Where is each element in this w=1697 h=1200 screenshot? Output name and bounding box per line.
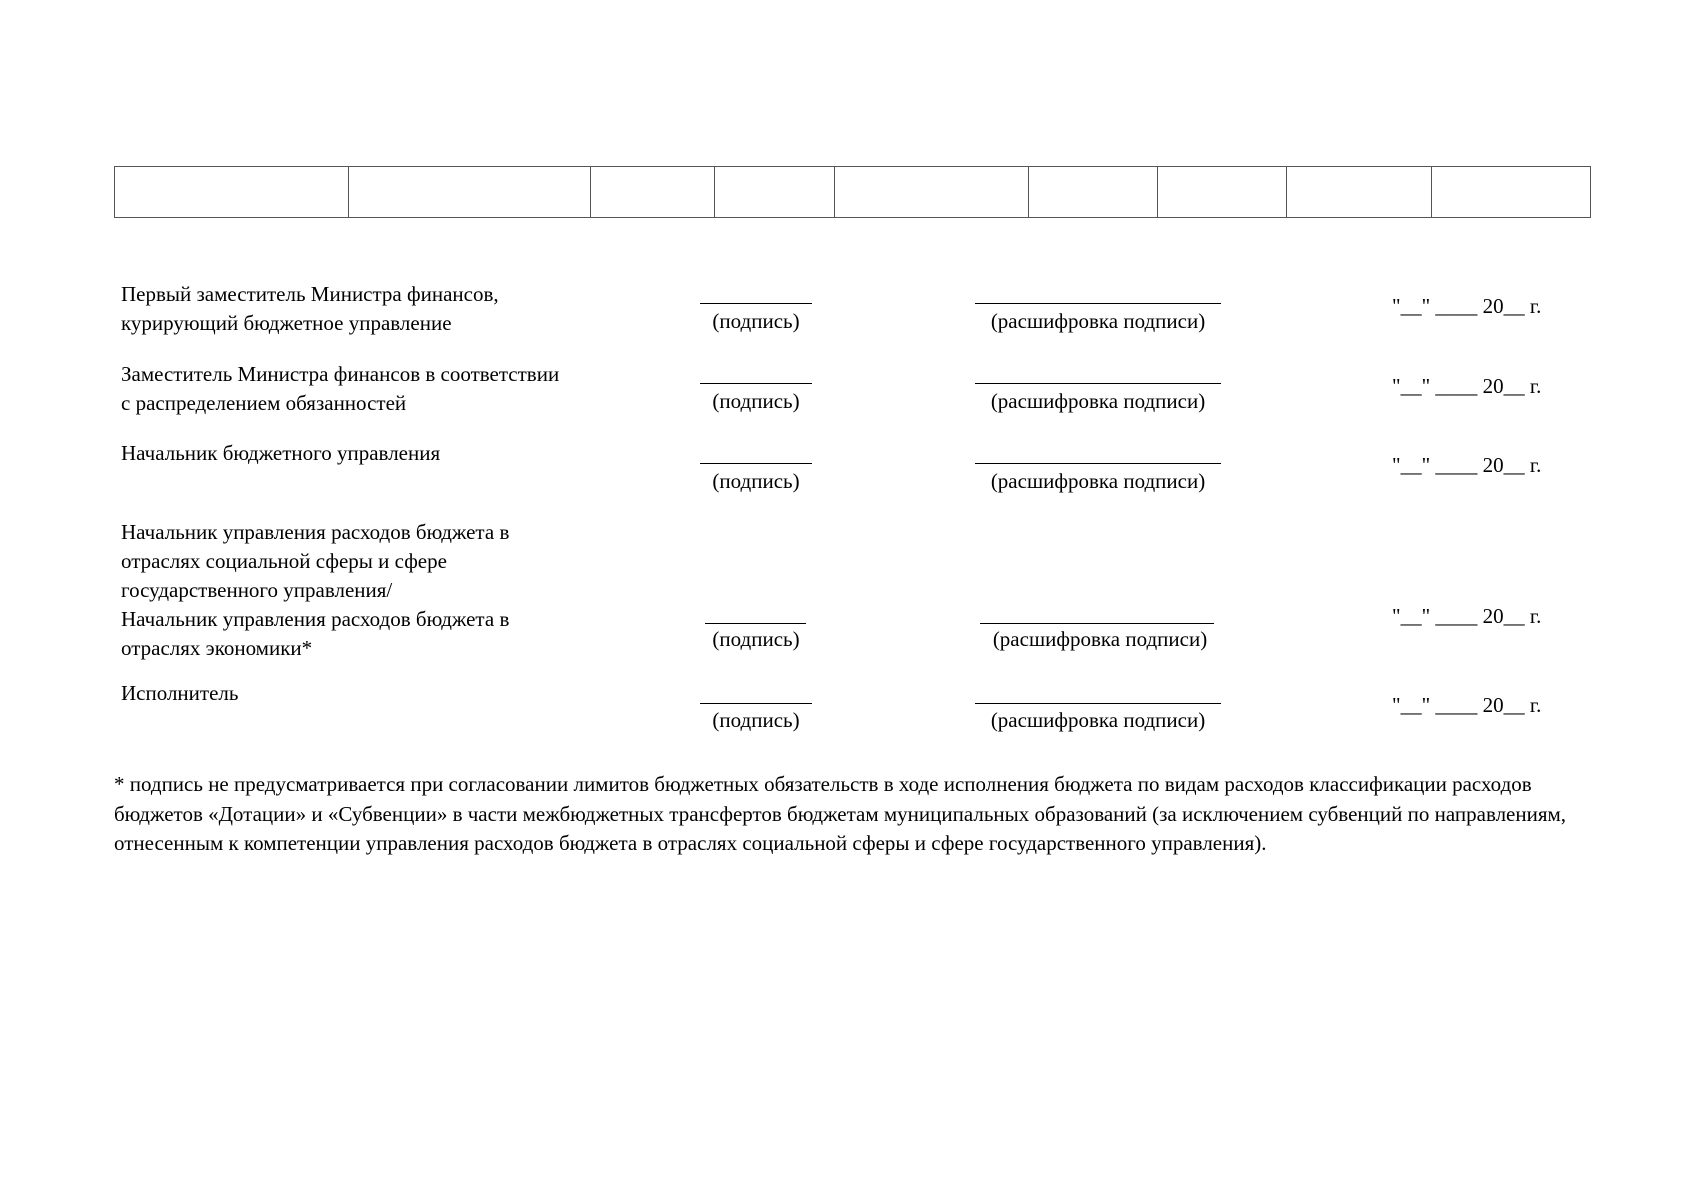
date-field[interactable]: "__" ____ 20__ г. xyxy=(1392,294,1542,318)
table-cell xyxy=(1432,167,1591,218)
position-title: Начальник бюджетного управления xyxy=(121,441,441,465)
signature-line[interactable] xyxy=(700,703,812,704)
table-cell xyxy=(349,167,591,218)
decode-caption: (расшифровка подписи) xyxy=(990,708,1206,732)
decode-line[interactable] xyxy=(975,703,1221,704)
date-field[interactable]: "__" ____ 20__ г. xyxy=(1392,453,1542,477)
table-row xyxy=(115,167,1591,218)
decode-caption: (расшифровка подписи) xyxy=(992,627,1208,651)
table-cell xyxy=(115,167,349,218)
table-cell xyxy=(591,167,715,218)
position-title: Заместитель Министра финансов в соответствии с распределением обязанностей xyxy=(121,362,560,415)
decode-caption: (расшифровка подписи) xyxy=(990,389,1206,413)
position-title: Первый заместитель Министра финансов, курирующий бюджетное управление xyxy=(121,282,499,335)
decode-line[interactable] xyxy=(975,383,1221,384)
blank-table xyxy=(114,166,1591,218)
table-cell xyxy=(1287,167,1432,218)
signature-line[interactable] xyxy=(700,303,812,304)
position-title: Исполнитель xyxy=(121,681,239,705)
decode-line[interactable] xyxy=(980,623,1214,624)
date-field[interactable]: "__" ____ 20__ г. xyxy=(1392,693,1542,717)
position-title: Начальник управления расходов бюджета в отраслях социальной сферы и сфере государственного управления/ Начальник управления расходов бюджета в отраслях экономики* xyxy=(121,520,510,660)
signature-line[interactable] xyxy=(700,463,812,464)
date-field[interactable]: "__" ____ 20__ г. xyxy=(1392,374,1542,398)
decode-caption: (расшифровка подписи) xyxy=(990,469,1206,493)
table-cell xyxy=(715,167,835,218)
signature-caption: (подпись) xyxy=(712,309,800,333)
signature-caption: (подпись) xyxy=(712,389,800,413)
decode-line[interactable] xyxy=(975,463,1221,464)
date-field[interactable]: "__" ____ 20__ г. xyxy=(1392,604,1542,628)
signature-caption: (подпись) xyxy=(712,469,800,493)
signature-line[interactable] xyxy=(700,383,812,384)
signature-caption: (подпись) xyxy=(712,708,800,732)
footnote: * подпись не предусматривается при согласовании лимитов бюджетных обязательств в ходе исполнения бюджета по видам расходов классификации расходов бюджетов «Дотации» и «Субвенции» в части межбюджетных трансфертов бюджетам муниципальных образований (за исключением субвенций по направлениям, отнесенным к компетенции управления расходов бюджета в отраслях социальной сферы и сфере государственного управления). xyxy=(114,772,1567,855)
decode-caption: (расшифровка подписи) xyxy=(990,309,1206,333)
table-cell xyxy=(1158,167,1287,218)
signature-caption: (подпись) xyxy=(712,627,800,651)
table-cell xyxy=(835,167,1029,218)
signature-line[interactable] xyxy=(705,623,806,624)
decode-line[interactable] xyxy=(975,303,1221,304)
table-cell xyxy=(1029,167,1158,218)
